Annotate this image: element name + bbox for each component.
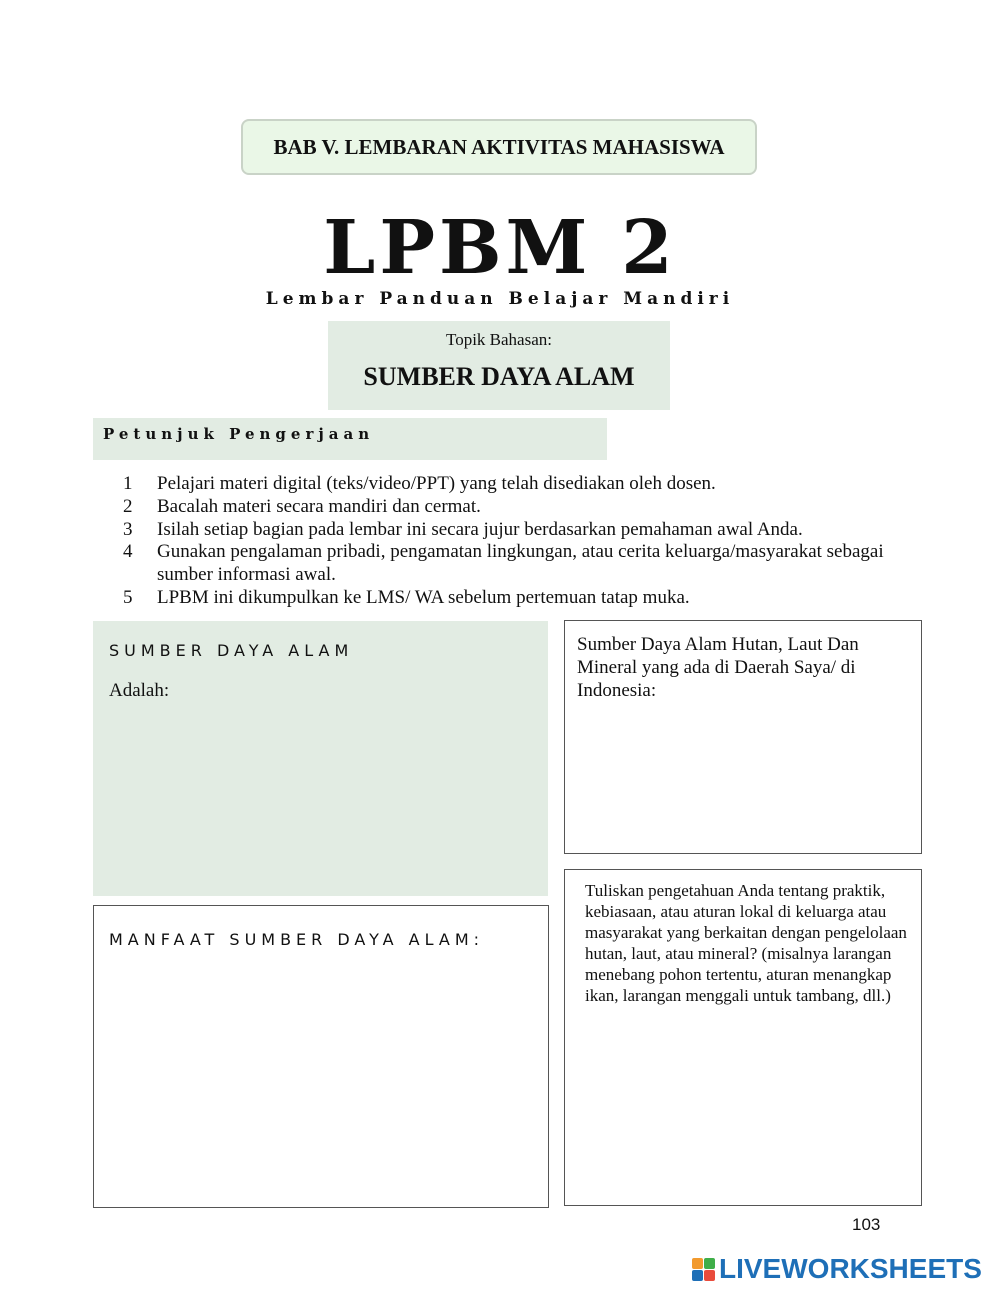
instructions-list bbox=[118, 473, 918, 610]
page-subtitle: Lembar Panduan Belajar Mandiri bbox=[265, 289, 735, 309]
topic-box bbox=[328, 321, 670, 410]
list-text: Gunakan pengalaman pribadi, pengamatan lingkungan, atau cerita keluarga/masyarakat sebagai sumber informasi awal. bbox=[157, 541, 884, 586]
sda-benefits-box[interactable] bbox=[93, 905, 549, 1208]
chapter-heading: BAB V. LEMBARAN AKTIVITAS MAHASISWA bbox=[273, 134, 725, 159]
list-item bbox=[118, 541, 918, 587]
topic-value: SUMBER DAYA ALAM bbox=[363, 362, 635, 391]
sda-benefits-title: MANFAAT SUMBER DAYA ALAM: bbox=[109, 930, 485, 949]
page-title: LPBM 2 bbox=[323, 205, 677, 291]
list-text: Isilah setiap bagian pada lembar ini secara jujur berdasarkan pemahaman awal Anda. bbox=[157, 518, 803, 540]
list-number: 3 bbox=[123, 518, 133, 540]
list-text: Bacalah materi secara mandiri dan cermat. bbox=[157, 495, 481, 517]
list-item bbox=[118, 473, 918, 496]
chapter-heading-box bbox=[241, 119, 757, 175]
liveworksheets-logo-icon bbox=[692, 1258, 715, 1281]
list-text: LPBM ini dikumpulkan ke LMS/ WA sebelum pertemuan tatap muka. bbox=[157, 586, 690, 608]
list-number: 1 bbox=[123, 473, 133, 494]
brand-name: LIVEWORKSHEETS bbox=[719, 1253, 982, 1284]
list-number: 5 bbox=[123, 586, 133, 608]
list-item bbox=[118, 587, 918, 610]
instructions-heading: Petunjuk Pengerjaan bbox=[93, 418, 607, 460]
topic-label: Topik Bahasan: bbox=[446, 330, 552, 349]
list-item bbox=[118, 519, 918, 542]
list-number: 4 bbox=[123, 541, 133, 563]
liveworksheets-logo bbox=[692, 1254, 982, 1284]
local-resources-box[interactable] bbox=[564, 620, 922, 854]
local-practices-box[interactable] bbox=[564, 869, 922, 1206]
page-number: 103 bbox=[852, 1215, 881, 1234]
local-practices-prompt: Tuliskan pengetahuan Anda tentang praktik, kebiasaan, atau aturan lokal di keluarga atau masyarakat yang berkaitan dengan pengelolaan hutan, laut, atau mineral? (misalnya larangan menebang pohon tertentu, aturan menangkap ikan, larangan menggali untuk tambang, dll.) bbox=[585, 881, 907, 1005]
local-resources-prompt: Sumber Daya Alam Hutan, Laut Dan Mineral yang ada di Daerah Saya/ di Indonesia: bbox=[577, 634, 859, 701]
sda-definition-box[interactable] bbox=[93, 621, 548, 896]
list-number: 2 bbox=[123, 495, 133, 517]
sda-definition-title: SUMBER DAYA ALAM bbox=[109, 641, 354, 660]
list-text: Pelajari materi digital (teks/video/PPT) yang telah disediakan oleh dosen. bbox=[157, 473, 716, 494]
list-item bbox=[118, 496, 918, 519]
sda-definition-label: Adalah: bbox=[109, 680, 170, 701]
